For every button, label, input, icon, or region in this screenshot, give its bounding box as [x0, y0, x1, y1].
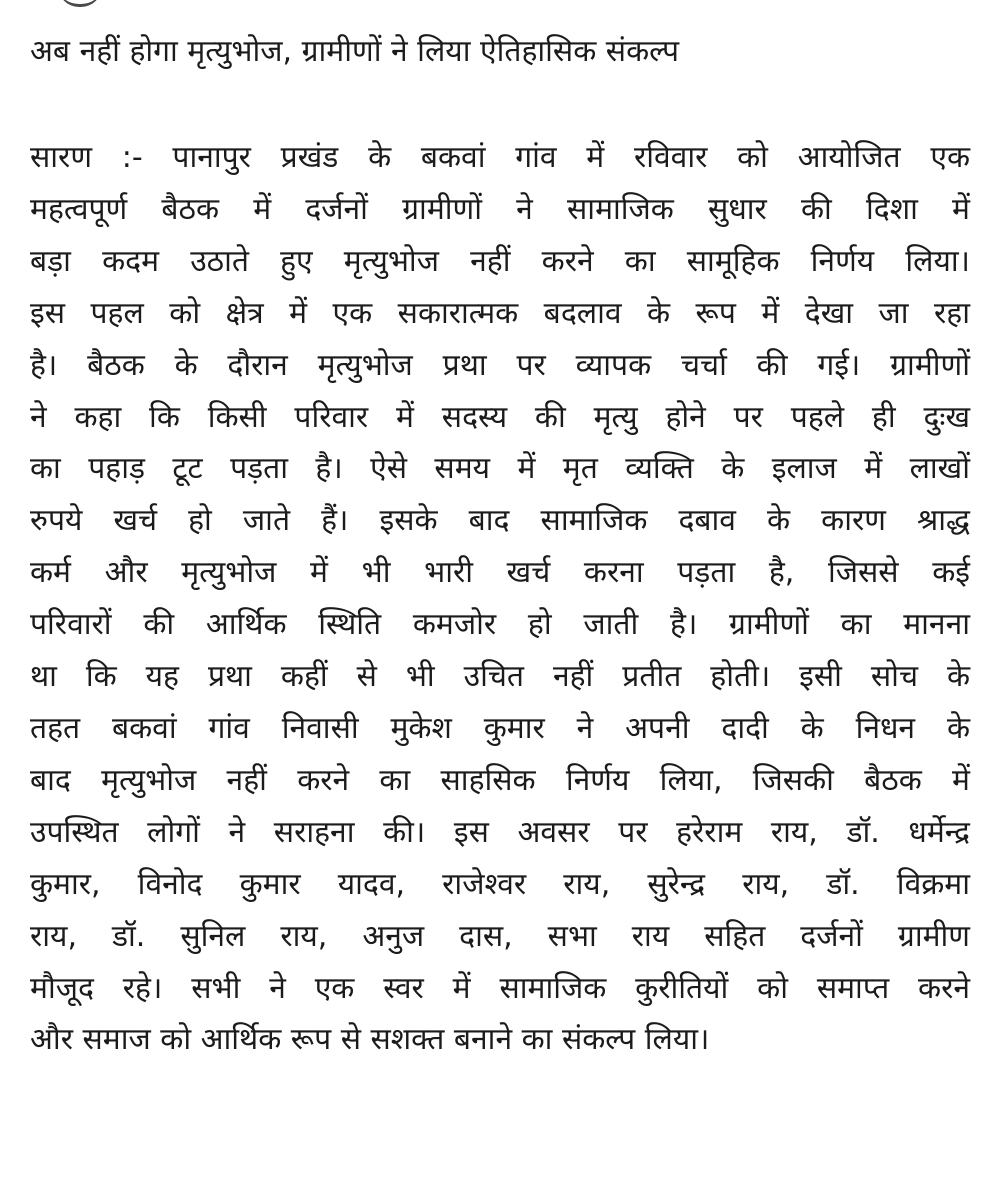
article-line: बाद मृत्युभोज नहीं करने का साहसिक निर्णय लिया, जिसकी बैठक में — [30, 762, 970, 798]
article-line: और समाज को आर्थिक रूप से सशक्त बनाने का संकल्प लिया। — [30, 1022, 710, 1058]
article-line: उपस्थित लोगों ने सराहना की। इस अवसर पर हरेराम राय, डॉ. धर्मेन्द्र — [30, 814, 970, 850]
article-line: महत्वपूर्ण बैठक में दर्जनों ग्रामीणों ने सामाजिक सुधार की दिशा में — [30, 191, 970, 227]
article-body — [30, 132, 970, 1066]
article-line: ने कहा कि किसी परिवार में सदस्य की मृत्यु होने पर पहले ही दुःख — [30, 399, 970, 435]
article-line: मौजूद रहे। सभी ने एक स्वर में सामाजिक कुरीतियों को समाप्त करने — [30, 970, 970, 1006]
article-line: तहत बकवां गांव निवासी मुकेश कुमार ने अपनी दादी के निधन के — [30, 710, 970, 746]
article-line: राय, डॉ. सुनिल राय, अनुज दास, सभा राय सहित दर्जनों ग्रामीण — [30, 918, 970, 954]
article-line: परिवारों की आर्थिक स्थिति कमजोर हो जाती है। ग्रामीणों का मानना — [30, 607, 970, 643]
headline: अब नहीं होगा मृत्युभोज, ग्रामीणों ने लिया ऐतिहासिक संकल्प — [30, 34, 680, 69]
article-line: था कि यह प्रथा कहीं से भी उचित नहीं प्रतीत होती। इसी सोच के — [30, 659, 970, 695]
article-line: इस पहल को क्षेत्र में एक सकारात्मक बदलाव के रूप में देखा जा रहा — [30, 295, 970, 331]
article-line: का पहाड़ टूट पड़ता है। ऐसे समय में मृत व्यक्ति के इलाज में लाखों — [30, 451, 970, 487]
article-line: कुमार, विनोद कुमार यादव, राजेश्वर राय, सुरेन्द्र राय, डॉ. विक्रमा — [30, 866, 970, 902]
article-line: सारण :- पानापुर प्रखंड के बकवां गांव में रविवार को आयोजित एक — [30, 140, 970, 175]
cropped-graphic-fragment — [58, 0, 102, 7]
article-line: बड़ा कदम उठाते हुए मृत्युभोज नहीं करने का सामूहिक निर्णय लिया। — [30, 243, 970, 279]
article-line: रुपये खर्च हो जाते हैं। इसके बाद सामाजिक दबाव के कारण श्राद्ध — [30, 503, 970, 539]
article-line: कर्म और मृत्युभोज में भी भारी खर्च करना पड़ता है, जिससे कई — [30, 555, 970, 591]
article-line: है। बैठक के दौरान मृत्युभोज प्रथा पर व्यापक चर्चा की गई। ग्रामीणों — [30, 347, 970, 383]
